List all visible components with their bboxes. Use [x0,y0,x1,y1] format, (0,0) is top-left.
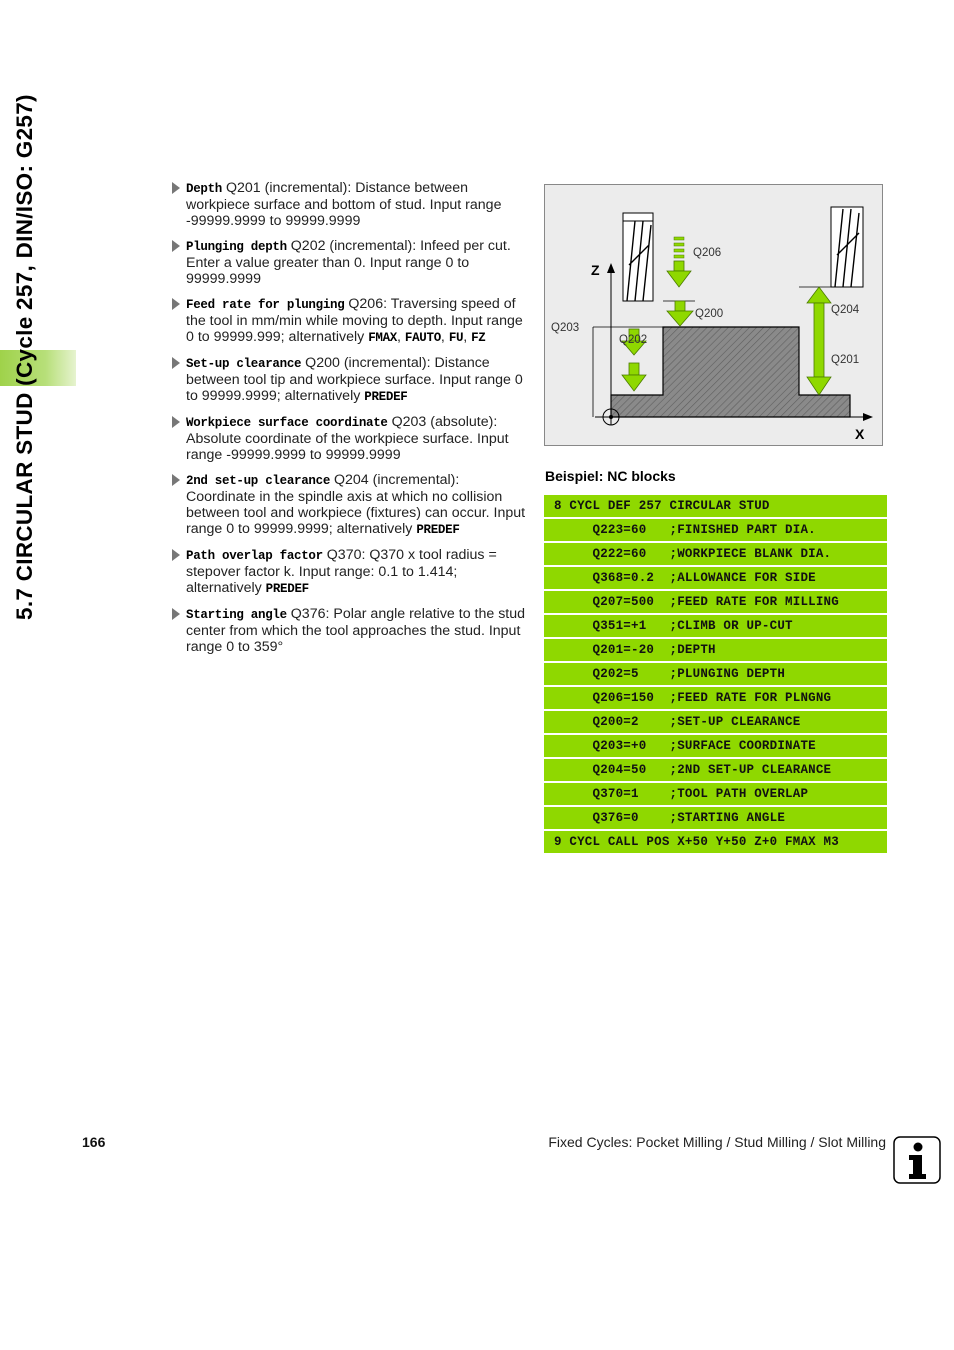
nc-block-row: Q204=50 ;2ND SET-UP CLEARANCE [544,759,887,781]
bullet-arrow-icon [172,298,180,310]
nc-block-row: Q223=60 ;FINISHED PART DIA. [544,519,887,541]
x-axis-arrowhead [863,413,873,421]
bullet-arrow-icon [172,416,180,428]
parameter-name: Plunging depth [186,240,287,254]
nc-block-row: Q200=2 ;SET-UP CLEARANCE [544,711,887,733]
q200-label: Q200 [695,308,724,320]
origin-dot [609,415,613,419]
x-axis-label: X [855,426,865,442]
z-axis-label: Z [591,262,600,278]
nc-block-list [544,495,887,855]
page-number: 166 [82,1134,106,1150]
bullet-arrow-icon [172,357,180,369]
parameter-description: Q204 (incremental): Coordinate in the spindle axis at which no collision between tool and workpiece (fixtures) can occur. Input range 0 to 99999.9999; alternatively [186,472,526,537]
footer-chapter-title: Fixed Cycles: Pocket Milling / Stud Milling / Slot Milling [548,1134,886,1150]
nc-block-row: Q202=5 ;PLUNGING DEPTH [544,663,887,685]
parameter-code: FZ [471,331,486,345]
nc-block-row: Q203=+0 ;SURFACE COORDINATE [544,735,887,757]
parameter-item [172,355,532,405]
q204-q201-arrow [807,287,831,395]
parameter-item [172,606,532,655]
example-heading: Beispiel: NC blocks [545,468,676,484]
q202-label: Q202 [619,334,648,346]
section-title: 5.7 CIRCULAR STUD (Cycle 257, DIN/ISO: G257) [12,94,37,620]
bullet-arrow-icon [172,474,180,486]
nc-block-row: Q376=0 ;STARTING ANGLE [544,807,887,829]
bullet-arrow-icon [172,182,180,194]
parameter-description: Q206: Traversing speed of the tool in mm/min while moving to depth. Input range 0 to 99999.999; alternatively [186,296,523,345]
nc-block-row: Q206=150 ;FEED RATE FOR PLNGNG [544,687,887,709]
parameter-list [172,180,532,664]
parameter-code: PREDEF [265,582,309,596]
parameter-code: PREDEF [416,523,460,537]
parameter-name: Set-up clearance [186,357,302,371]
parameter-name: Depth [186,182,223,196]
bullet-arrow-icon [172,240,180,252]
parameter-code: PREDEF [364,390,408,404]
parameter-item [172,180,532,229]
parameter-description: Q201 (incremental): Distance between workpiece surface and bottom of stud. Input range -99999.9999 to 99999.9999 [186,180,502,229]
bullet-arrow-icon [172,549,180,561]
stud-diagram-svg [545,185,882,445]
parameter-item [172,238,532,287]
q200-arrow [667,301,693,326]
nc-block-row: Q222=60 ;WORKPIECE BLANK DIA. [544,543,887,565]
nc-block-row: Q368=0.2 ;ALLOWANCE FOR SIDE [544,567,887,589]
parameter-name: 2nd set-up clearance [186,474,331,488]
stud-diagram [544,184,883,446]
info-icon [893,1136,941,1184]
nc-block-row: 8 CYCL DEF 257 CIRCULAR STUD [544,495,887,517]
parameter-code: FMAX [368,331,398,345]
parameter-description: Q202 (incremental): Infeed per cut. Enter a value greater than 0. Input range 0 to 99999.9999 [186,238,511,287]
parameter-name: Feed rate for plunging [186,298,345,312]
q206-arrow [667,237,691,287]
parameter-name: Path overlap factor [186,549,323,563]
parameter-item [172,472,532,538]
q203-label: Q203 [551,322,580,334]
left-tool [623,213,653,301]
bullet-arrow-icon [172,608,180,620]
right-tool [831,207,863,287]
parameter-item [172,547,532,597]
nc-block-row: Q351=+1 ;CLIMB OR UP-CUT [544,615,887,637]
parameter-description: Q370: Q370 x tool radius = stepover factor k. Input range: 0.1 to 1.414; alternatively [186,547,497,596]
parameter-code: FAUTO [404,331,441,345]
parameter-item [172,414,532,463]
parameter-name: Starting angle [186,608,287,622]
q204-label: Q204 [831,304,860,316]
nc-block-row: 9 CYCL CALL POS X+50 Y+50 Z+0 FMAX M3 [544,831,887,853]
parameter-description: Q203 (absolute): Absolute coordinate of the workpiece surface. Input range -99999.9999 to 99999.9999 [186,414,509,463]
z-axis-arrowhead [607,263,615,273]
parameter-code: FU [448,331,464,345]
parameter-description: Q376: Polar angle relative to the stud center from which the tool approaches the stud. Input range 0 to 359° [186,606,526,655]
parameter-name: Workpiece surface coordinate [186,416,388,430]
nc-block-row: Q201=-20 ;DEPTH [544,639,887,661]
nc-block-row: Q207=500 ;FEED RATE FOR MILLING [544,591,887,613]
q206-label: Q206 [693,247,722,259]
q201-label: Q201 [831,354,860,366]
parameter-item: Feed rate for plunging Q206: Traversing speed of the tool in mm/min while moving to depth. Input range 0 to 99999.999; alternatively FMAX, FAUTO, FU, FZ [172,296,532,346]
nc-block-row: Q370=1 ;TOOL PATH OVERLAP [544,783,887,805]
parameter-description: Q200 (incremental): Distance between tool tip and workpiece surface. Input range 0 to 99999.9999; alternatively [186,355,523,404]
